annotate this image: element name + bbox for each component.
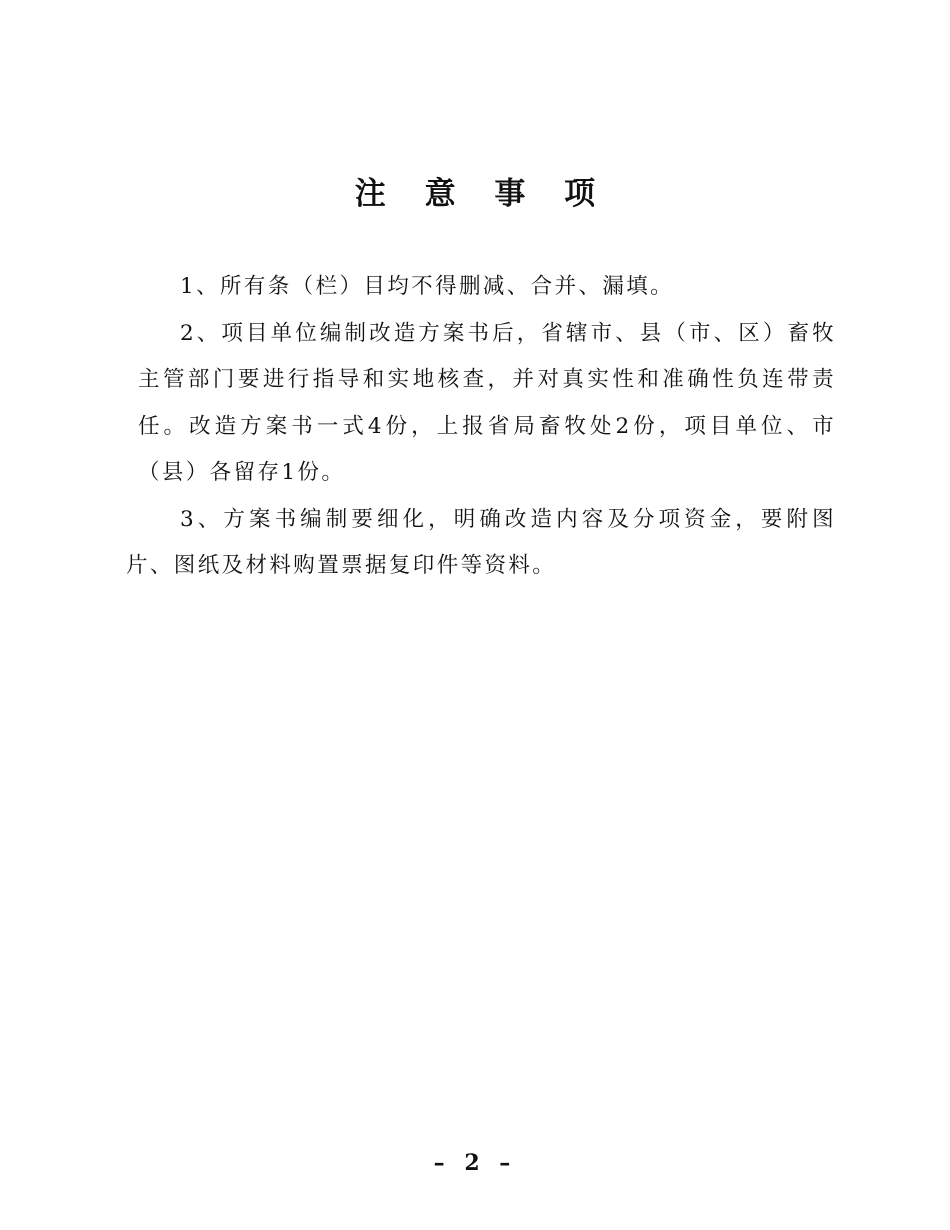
notice-item-2: 2、项目单位编制改造方案书后，省辖市、县（市、区）畜牧主管部门要进行指导和实地核查，并对真实性和准确性负连带责任。改造方案书一式4份，上报省局畜牧处2份，项目单位、市（县）各留存1份。 — [138, 320, 836, 485]
page-number: – 2 – — [433, 1150, 517, 1176]
notice-body — [126, 264, 836, 590]
notice-item-3: 3、方案书编制要细化，明确改造内容及分项资金，要附图片、图纸及材料购置票据复印件等资料。 — [126, 506, 836, 578]
page-title: 注 意 事 项 — [354, 176, 610, 212]
notice-item-1: 1、所有条（栏）目均不得删减、合并、漏填。 — [180, 274, 675, 299]
